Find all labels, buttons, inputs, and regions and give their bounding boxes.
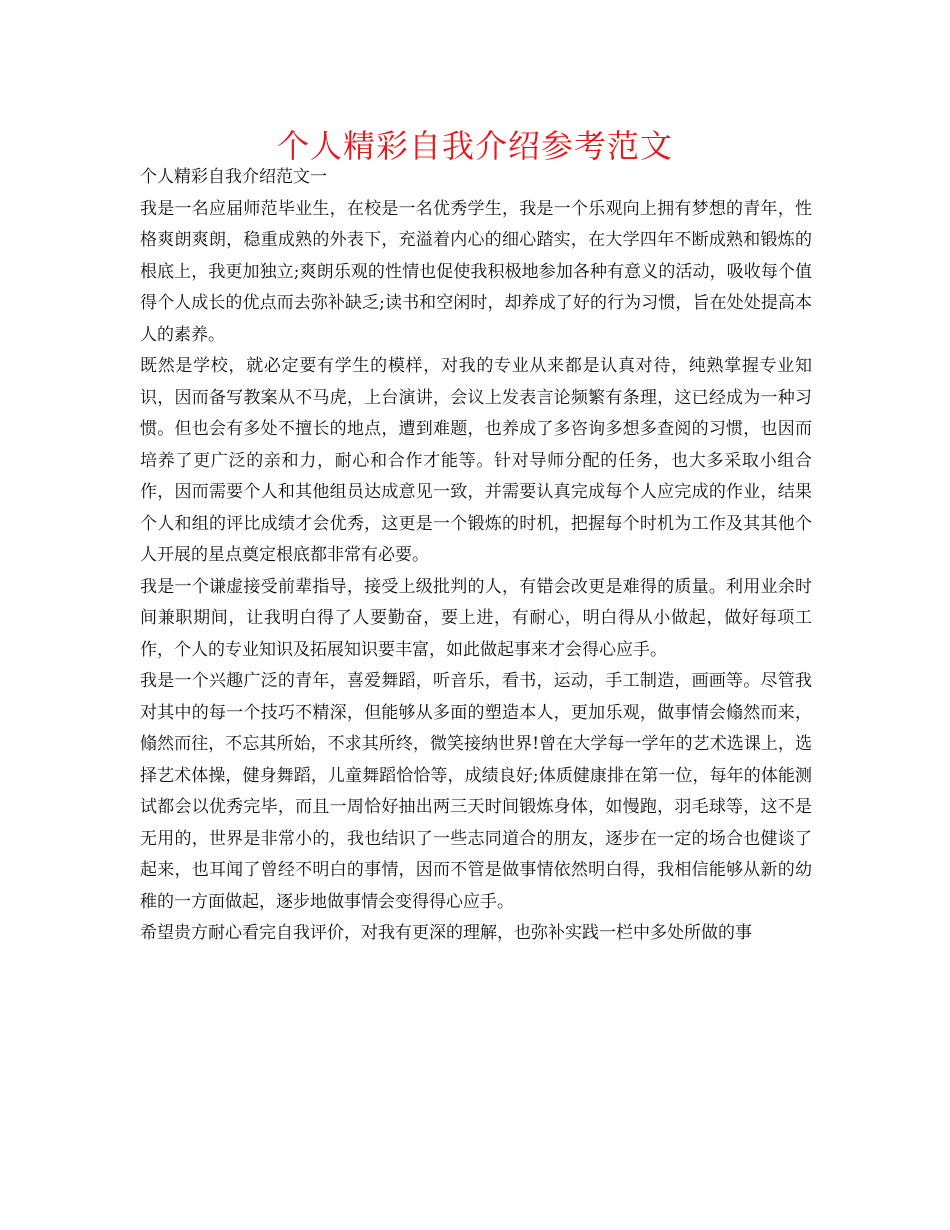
document-title: 个人精彩自我介绍参考范文 bbox=[276, 127, 673, 165]
document-body bbox=[140, 162, 812, 950]
section-subtitle: 个人精彩自我介绍范文一 bbox=[140, 167, 327, 187]
paragraph: 既然是学校，就必定要有学生的模样，对我的专业从来都是认真对待，纯熟掌握专业知识，因而备写教案从不马虎，上台演讲，会议上发表言论频繁有条理，这已经成为一种习惯。但也会有多处不擅长的地点，遭到难题，也养成了多咨询多想多查阅的习惯，也因而培养了更广泛的亲和力，耐心和合作才能等。针对导师分配的任务，也大多采取小组合作，因而需要个人和其他组员达成意见一致，并需要认真完成每个人应完成的作业，结果个人和组的评比成绩才会优秀，这更是一个锻炼的时机，把握每个时机为工作及其其他个人开展的星点奠定根底都非常有必要。 bbox=[140, 356, 812, 565]
paragraph: 希望贵方耐心看完自我评价，对我有更深的理解，也弥补实践一栏中多处所做的事 bbox=[140, 923, 752, 943]
paragraph: 我是一名应届师范毕业生，在校是一名优秀学生，我是一个乐观向上拥有梦想的青年，性格爽朗爽朗，稳重成熟的外表下，充溢着内心的细心踏实，在大学四年不断成熟和锻炼的根底上，我更加独立;爽朗乐观的性情也促使我积极地参加各种有意义的活动，吸收每个值得个人成长的优点而去弥补缺乏;读书和空闲时，却养成了好的行为习惯，旨在处处提高本人的素养。 bbox=[140, 198, 812, 345]
paragraph: 我是一个谦虚接受前辈指导，接受上级批判的人，有错会改更是难得的质量。利用业余时间兼职期间，让我明白得了人要勤奋，要上进，有耐心，明白得从小做起，做好每项工作，个人的专业知识及拓展知识要丰富，如此做起事来才会得心应手。 bbox=[140, 576, 812, 660]
paragraph: 我是一个兴趣广泛的青年，喜爱舞蹈，听音乐，看书，运动，手工制造，画画等。尽管我对其中的每一个技巧不精深，但能够从多面的塑造本人，更加乐观，做事情会翛然而来，翛然而往，不忘其所始，不求其所终，微笑接纳世界!曾在大学每一学年的艺术选课上，选择艺术体操，健身舞蹈，儿童舞蹈恰恰等，成绩良好;体质健康排在第一位，每年的体能测试都会以优秀完毕，而且一周恰好抽出两三天时间锻炼身体，如慢跑，羽毛球等，这不是无用的，世界是非常小的，我也结识了一些志同道合的朋友，逐步在一定的场合也健谈了起来，也耳闻了曾经不明白的事情，因而不管是做事情依然明白得，我相信能够从新的幼稚的一方面做起，逐步地做事情会变得得心应手。 bbox=[140, 671, 812, 912]
